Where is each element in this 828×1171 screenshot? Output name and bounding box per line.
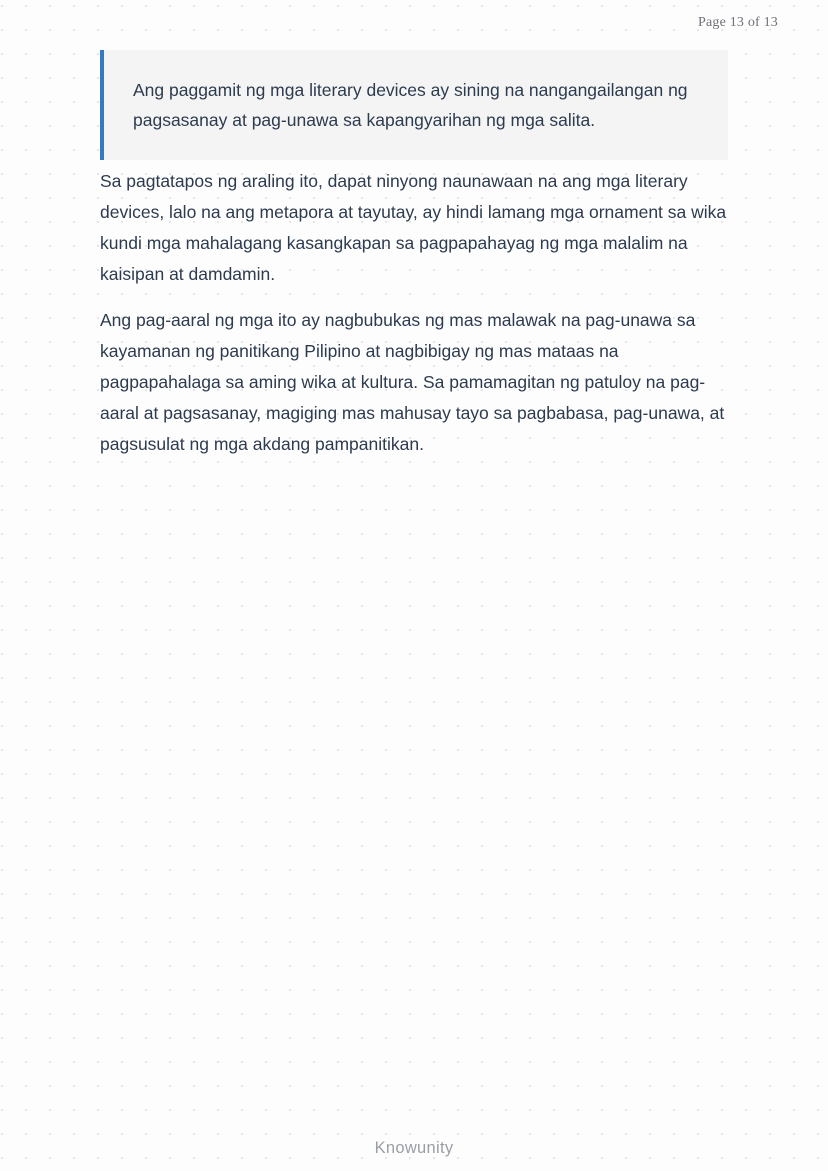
paragraph-conclusion-1: Sa pagtatapos ng araling ito, dapat ninyong naunawaan na ang mga literary devices, lalo na ang metapora at tayutay, ay hindi lamang mga ornament sa wika kundi mga mahalagang kasangkapan sa pagpapahayag ng mga malalim na kaisipan at damdamin. bbox=[100, 171, 727, 284]
callout-quote-text: Ang paggamit ng mga literary devices ay sining na nangangailangan ng pagsasanay at pag-unawa sa kapangyarihan ng mga salita. bbox=[133, 80, 688, 130]
page-number-indicator: Page 13 of 13 bbox=[698, 15, 778, 30]
footer-brand-wordmark: Knowunity bbox=[374, 1139, 454, 1157]
callout-quote-box bbox=[100, 50, 728, 160]
body-text-block bbox=[100, 166, 730, 475]
paragraph-conclusion-2: Ang pag-aaral ng mga ito ay nagbubukas ng mas malawak na pag-unawa sa kayamanan ng panitikang Pilipino at nagbibigay ng mas mataas na pagpapahalaga sa aming wika at kultura. Sa pamamagitan ng patuloy na pag-aaral at pagsasanay, magiging mas mahusay tayo sa pagbabasa, pag-unawa, at pagsusulat ng mga akdang pampanitikan. bbox=[100, 310, 725, 454]
